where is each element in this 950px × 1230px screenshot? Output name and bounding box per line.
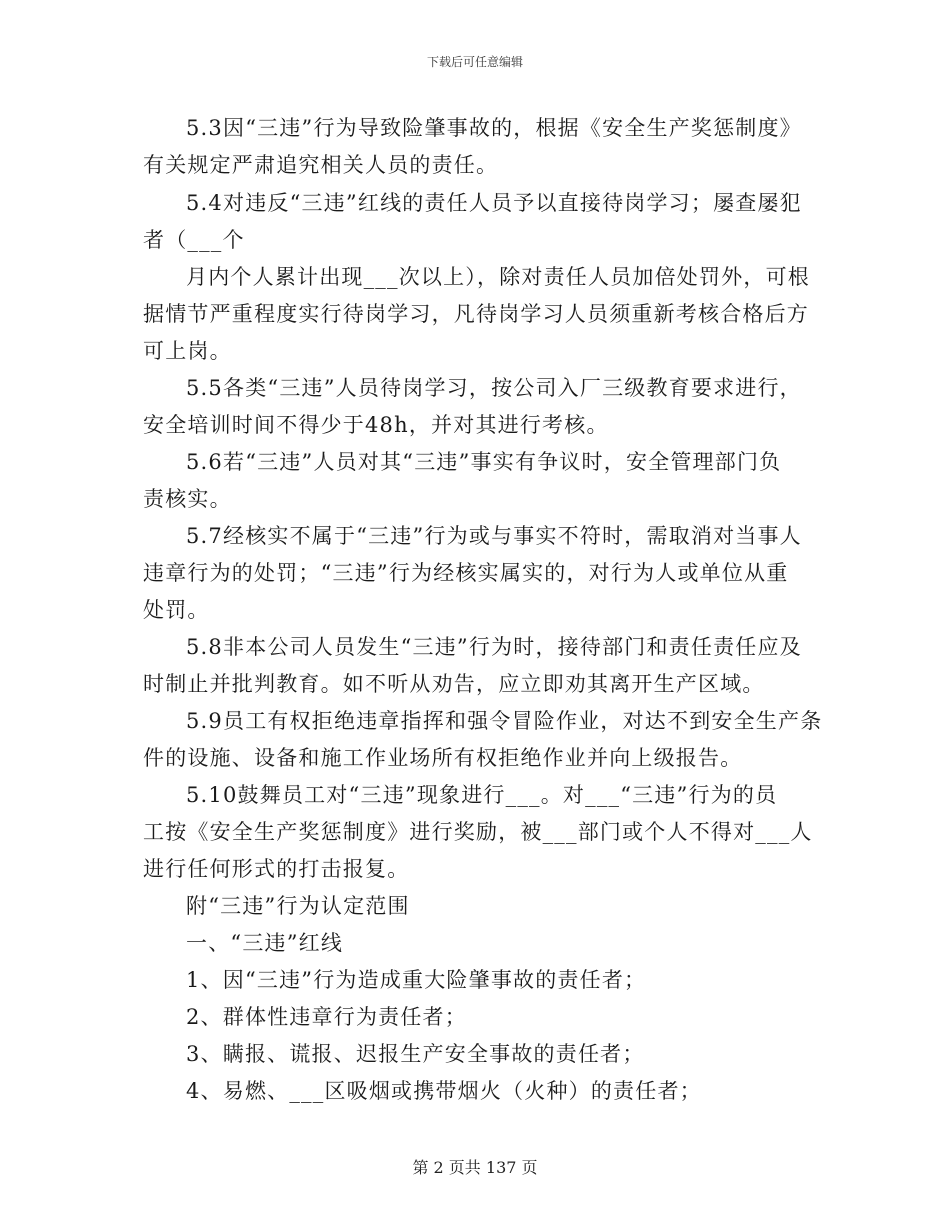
- text-line: 据情节严重程度实行待岗学习，凡待岗学习人员须重新考核合格后方: [143, 302, 809, 326]
- text-line: 3、瞒报、谎报、迟报生产安全事故的责任者；: [186, 1042, 645, 1066]
- text-line: 件的设施、设备和施工作业场所有权拒绝作业并向上级报告。: [143, 746, 743, 770]
- text-line: 有关规定严肃追究相关人员的责任。: [143, 153, 499, 177]
- page-header: 下载后可任意编辑: [426, 55, 523, 69]
- text-line: 5.4对违反“三违”红线的责任人员予以直接待岗学习；屡查屡犯: [186, 191, 802, 215]
- text-line: 1、因“三违”行为造成重大险肇事故的责任者；: [186, 968, 647, 992]
- text-line: 月内个人累计出现___次以上），除对责任人员加倍处罚外，可根: [186, 265, 810, 289]
- text-line: 工按《安全生产奖惩制度》进行奖励，被___部门或个人不得对___人: [143, 820, 813, 844]
- text-line: 5.3因“三违”行为导致险肇事故的，根据《安全生产奖惩制度》: [186, 116, 802, 140]
- text-line: 5.7经核实不属于“三违”行为或与事实不符时，需取消对当事人: [186, 524, 802, 548]
- text-line: 安全培训时间不得少于48h，并对其进行考核。: [143, 413, 609, 437]
- text-line: 进行任何形式的打击报复。: [143, 857, 410, 881]
- text-line: 5.6若“三违”人员对其“三违”事实有争议时，安全管理部门负: [186, 450, 782, 474]
- text-line: 违章行为的处罚；“三违”行为经核实属实的，对行为人或单位从重: [143, 561, 789, 585]
- text-line: 5.10鼓舞员工对“三违”现象进行___。对___“三违”行为的员: [186, 783, 778, 807]
- text-line: 可上岗。: [143, 339, 232, 363]
- text-line: 2、群体性违章行为责任者；: [186, 1005, 467, 1029]
- text-line: 4、易燃、___区吸烟或携带烟火（火种）的责任者；: [186, 1079, 702, 1103]
- text-line: 时制止并批判教育。如不听从劝告，应立即劝其离开生产区域。: [143, 672, 765, 696]
- text-line: 处罚。: [143, 598, 210, 622]
- text-line: 责核实。: [143, 487, 232, 511]
- text-line: 者（___个: [143, 228, 245, 252]
- text-line: 5.8非本公司人员发生“三违”行为时，接待部门和责任责任应及: [186, 635, 802, 659]
- text-line: 5.5各类“三违”人员待岗学习，按公司入厂三级教育要求进行，: [186, 376, 802, 400]
- text-line: 附“三违”行为认定范围: [186, 894, 410, 918]
- text-line: 一、“三违”红线: [186, 931, 344, 955]
- page-footer: 第 2 页共 137 页: [412, 1158, 538, 1177]
- text-line: 5.9员工有权拒绝违章指挥和强令冒险作业，对达不到安全生产条: [186, 709, 823, 733]
